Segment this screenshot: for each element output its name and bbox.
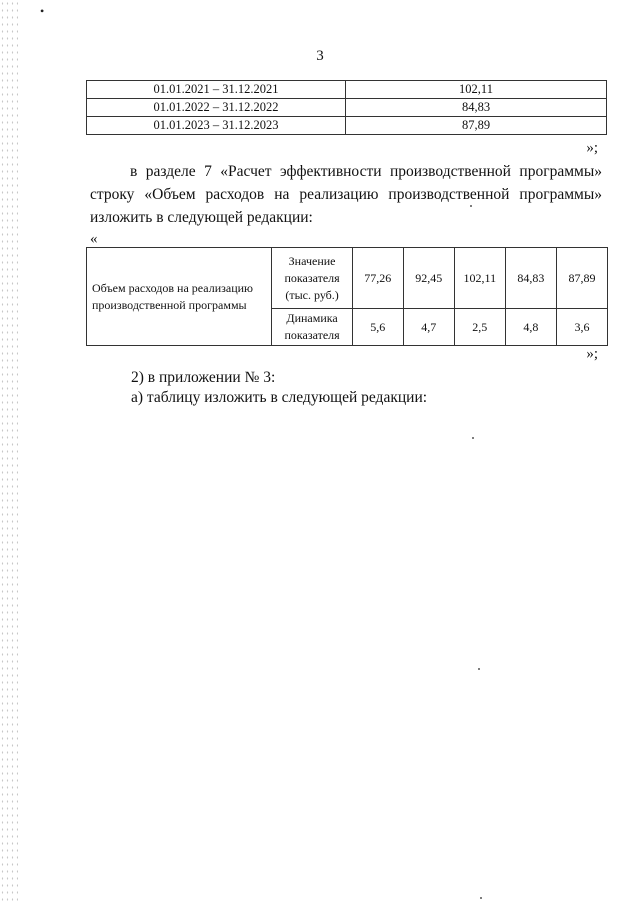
indicator-name-cell: Объем расходов на реализацию производственной программы bbox=[87, 248, 272, 346]
opening-quote: « bbox=[90, 231, 98, 247]
period-cell: 01.01.2023 – 31.12.2023 bbox=[87, 117, 346, 135]
value-cell: 5,6 bbox=[352, 309, 403, 346]
closing-quote: »; bbox=[586, 346, 598, 362]
value-cell: 77,26 bbox=[352, 248, 403, 309]
value-cell: 102,11 bbox=[346, 81, 607, 99]
period-cell: 01.01.2022 – 31.12.2022 bbox=[87, 99, 346, 117]
scan-dot bbox=[470, 205, 472, 207]
expense-table bbox=[86, 247, 608, 346]
value-cell: 84,83 bbox=[346, 99, 607, 117]
value-cell: 3,6 bbox=[556, 309, 607, 346]
table-row bbox=[87, 99, 607, 117]
value-cell: 87,89 bbox=[346, 117, 607, 135]
value-cell: 2,5 bbox=[454, 309, 505, 346]
period-cell: 01.01.2021 – 31.12.2021 bbox=[87, 81, 346, 99]
scan-dot bbox=[472, 437, 474, 439]
table-row bbox=[87, 248, 608, 309]
indicator-label-cell: Значение показателя (тыс. руб.) bbox=[272, 248, 352, 309]
value-cell: 87,89 bbox=[556, 248, 607, 309]
list-item-table-edit: а) таблицу изложить в следующей редакции: bbox=[131, 389, 428, 406]
value-cell: 92,45 bbox=[403, 248, 454, 309]
value-cell: 102,11 bbox=[454, 248, 505, 309]
paragraph-section-7: в разделе 7 «Расчет эффективности производственной программы» строку «Объем расходов на реализацию производственной программы» изложить в следующей редакции: bbox=[90, 163, 602, 226]
indicator-label-cell: Динамика показателя bbox=[272, 309, 352, 346]
value-cell: 84,83 bbox=[505, 248, 556, 309]
period-table bbox=[86, 80, 607, 135]
list-item-appendix-3: 2) в приложении № 3: bbox=[131, 369, 276, 386]
page-number: 3 bbox=[316, 48, 324, 64]
closing-quote: »; bbox=[586, 140, 598, 156]
scan-dot bbox=[480, 897, 482, 899]
table-row bbox=[87, 81, 607, 99]
value-cell: 4,8 bbox=[505, 309, 556, 346]
scan-edge-noise bbox=[0, 0, 18, 905]
scan-dot bbox=[478, 668, 480, 670]
corner-mark: • bbox=[40, 4, 45, 18]
table-row bbox=[87, 117, 607, 135]
value-cell: 4,7 bbox=[403, 309, 454, 346]
